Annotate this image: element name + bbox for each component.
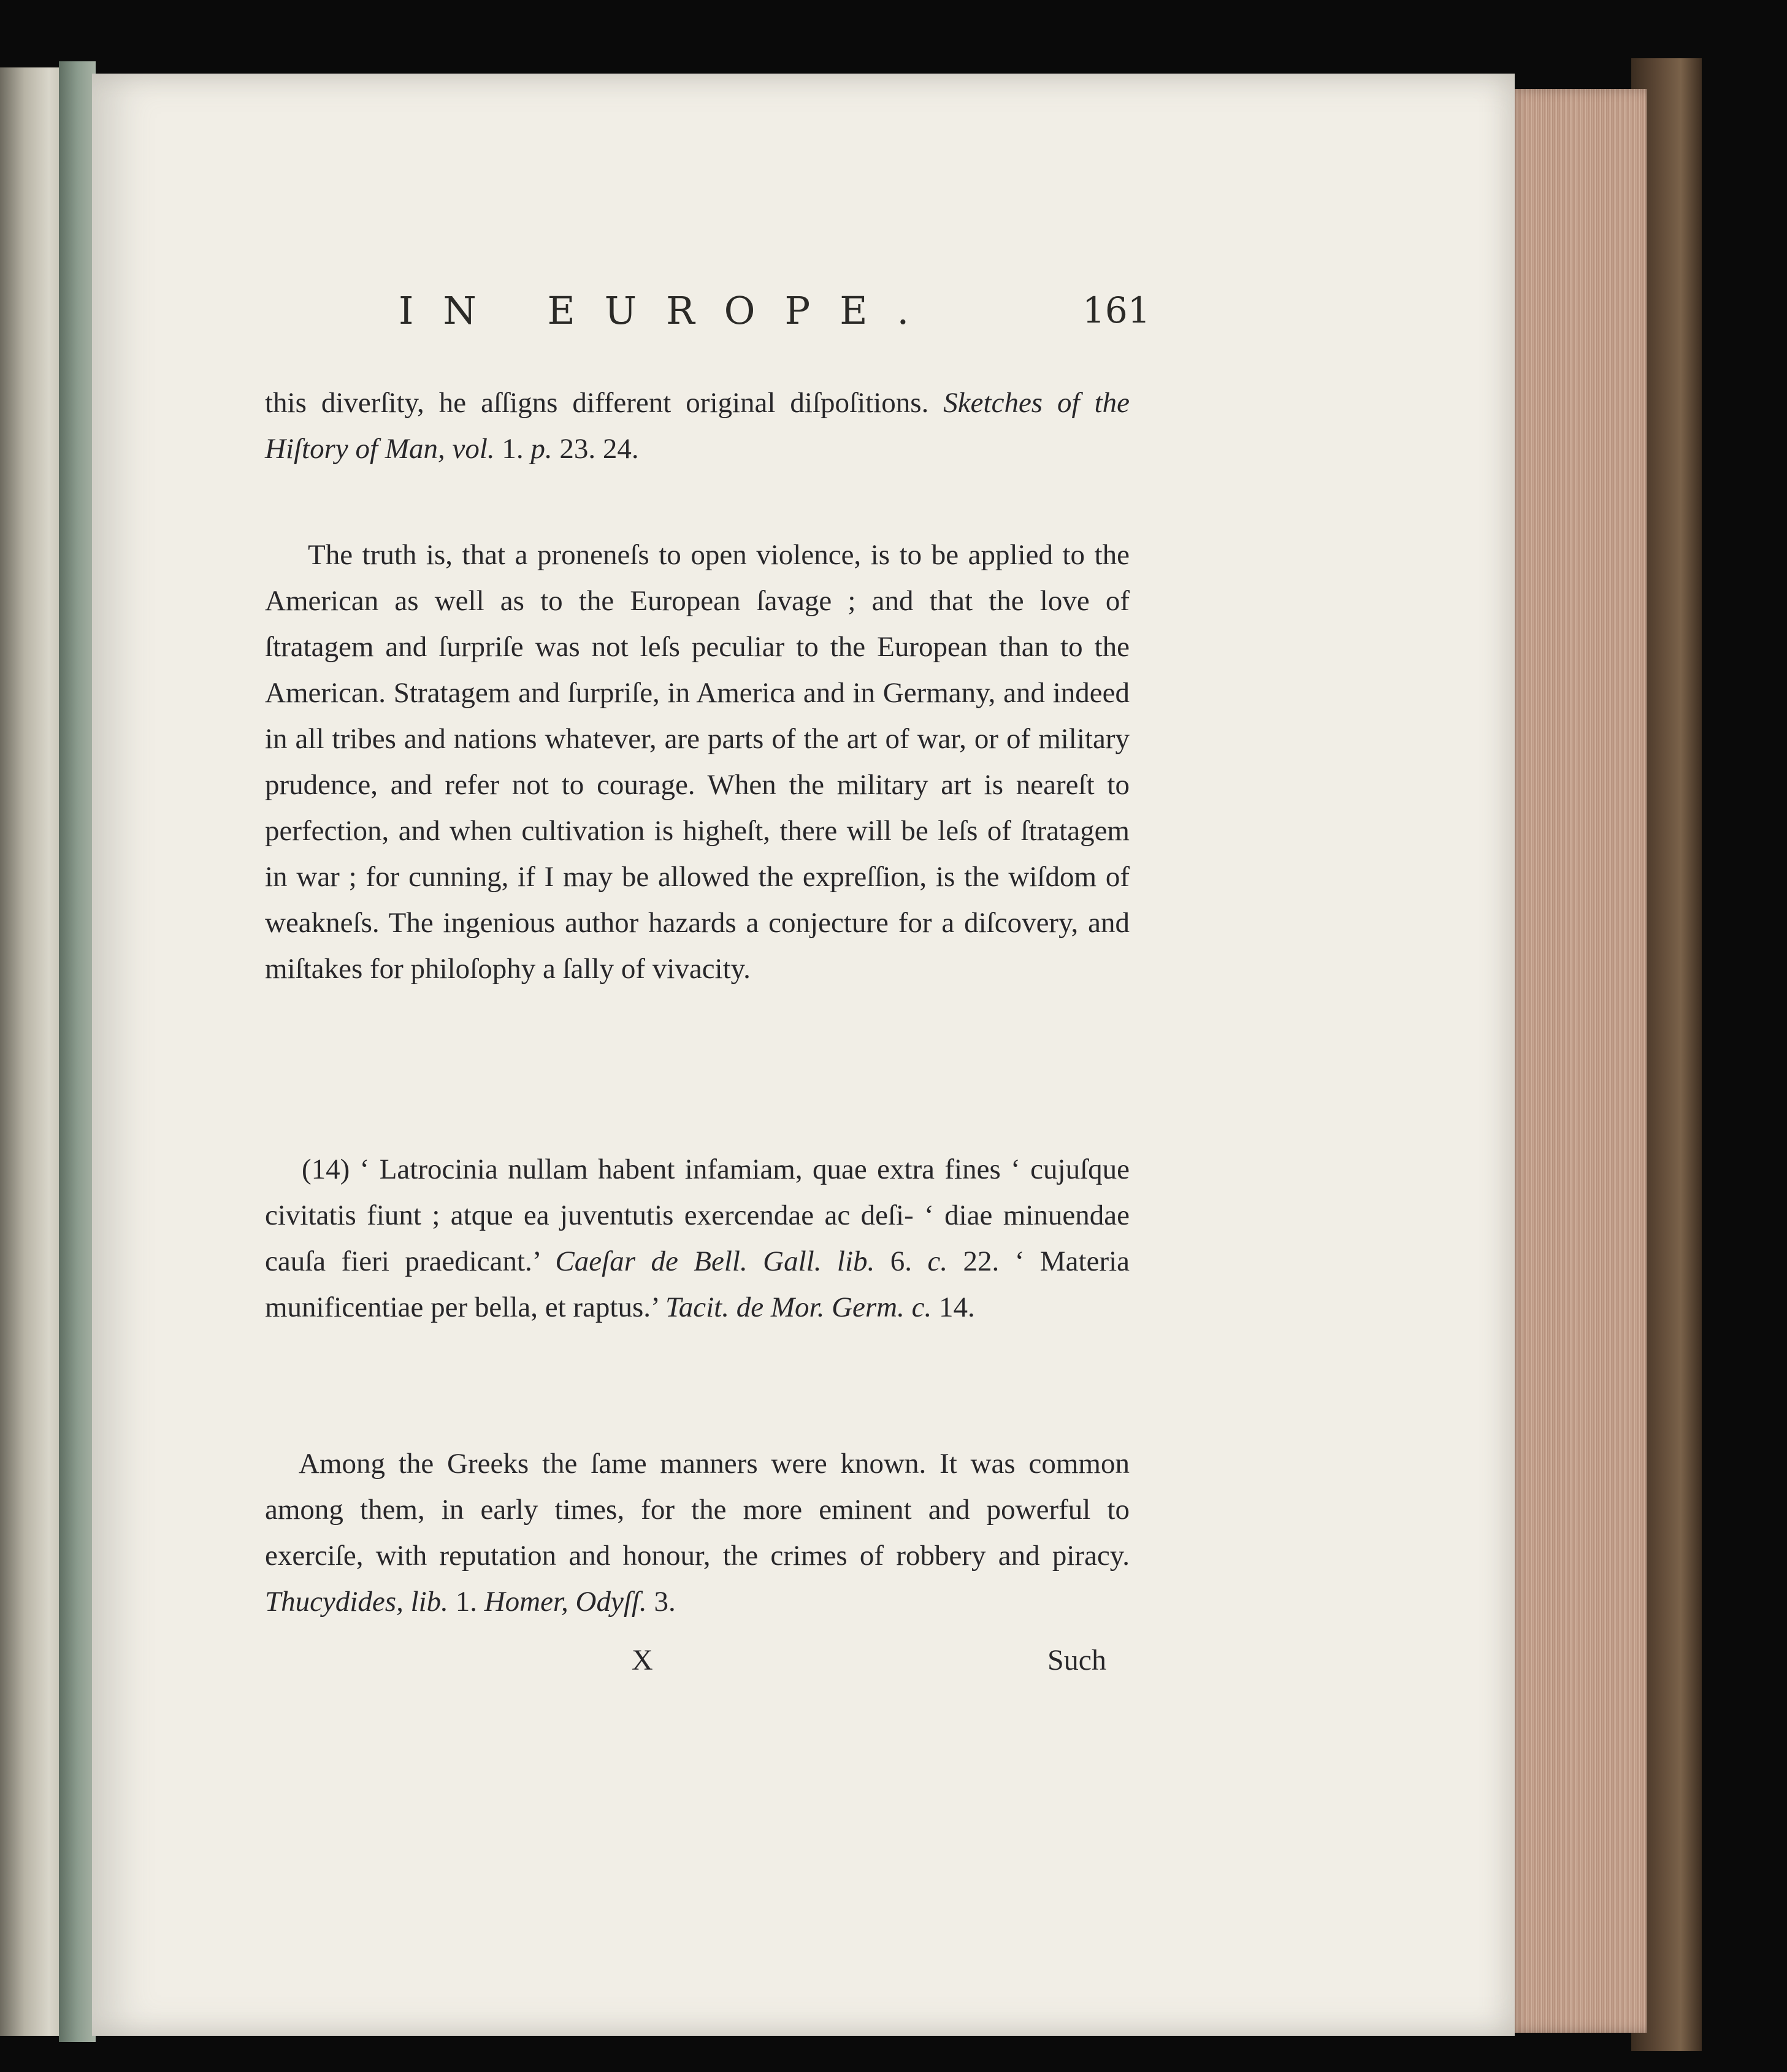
text-run: 1.: [448, 1586, 484, 1618]
text-run: 6.: [874, 1245, 928, 1277]
citation-italic: Tacit. de Mor. Germ. c.: [665, 1291, 932, 1323]
citation-italic: p.: [530, 433, 553, 465]
facing-page-edge: [0, 67, 61, 2036]
citation-italic: Caeſar de Bell. Gall. lib.: [555, 1245, 875, 1277]
footnote-14: [265, 1147, 1130, 1331]
signature-mark: X: [632, 1644, 653, 1676]
text-run: 23. 24.: [552, 433, 639, 465]
book-page: [92, 74, 1515, 2036]
paragraph-truth: The truth is, that a proneneſs to open violence, is to be applied to the American as well as to the European ſavage ; and that the love of ſtratagem and ſurpriſe was not leſs peculiar to the European than to the American. Stratagem and ſurpriſe, in America and in Germany, and indeed in all tribes and nations whatever, are parts of the art of war, or of military prudence, and refer not to courage. When the military art is neareſt to perfection, and when cultivation is higheſt, there will be leſs of ſtratagem in war ; for cunning, if I may be allowed the expreſſion, is the wiſdom of weakneſs. The ingenious author hazards a conjecture for a diſcovery, and miſtakes for philoſophy a ſally of vivacity.: [265, 539, 1130, 985]
page-stack-edges: [1509, 89, 1647, 2033]
citation-italic: c.: [927, 1245, 948, 1277]
binding-gutter: [59, 61, 96, 2042]
text-run: (14) ‘ Latrocinia nullam habent infamiam, quae extra fines ‘ cujuſque civitatis fiunt ; atque ea juventutis exercendae ac deſi- ‘ diae minuendae cauſa fieri praedicant.’: [265, 1153, 1130, 1277]
citation-italic: Thucydides, lib.: [265, 1586, 448, 1618]
paragraph-greeks: [265, 1441, 1130, 1625]
citation-italic: Sketches of the Hiſtory of Man, vol.: [265, 387, 1130, 465]
text-run: 1.: [494, 433, 531, 465]
text-run: 14.: [932, 1291, 975, 1323]
running-head: IN EUROPE.: [399, 288, 939, 333]
text-run: this diverſity, he aſſigns different original diſpoſitions.: [265, 387, 944, 419]
text-run: 22. ‘ Materia munificentiae per bella, et raptus.’: [265, 1245, 1130, 1323]
paragraph-intro: [265, 380, 1130, 472]
catchword: Such: [1047, 1644, 1106, 1676]
citation-italic: Homer, Odyſſ.: [484, 1586, 647, 1618]
text-run: Among the Greeks the ſame manners were known. It was common among them, in early times, for the more eminent and powerful to exerciſe, with reputation and honour, the crimes of robbery and piracy.: [265, 1448, 1130, 1572]
page-number: 161: [1082, 289, 1150, 331]
text-run: 3.: [646, 1586, 676, 1618]
